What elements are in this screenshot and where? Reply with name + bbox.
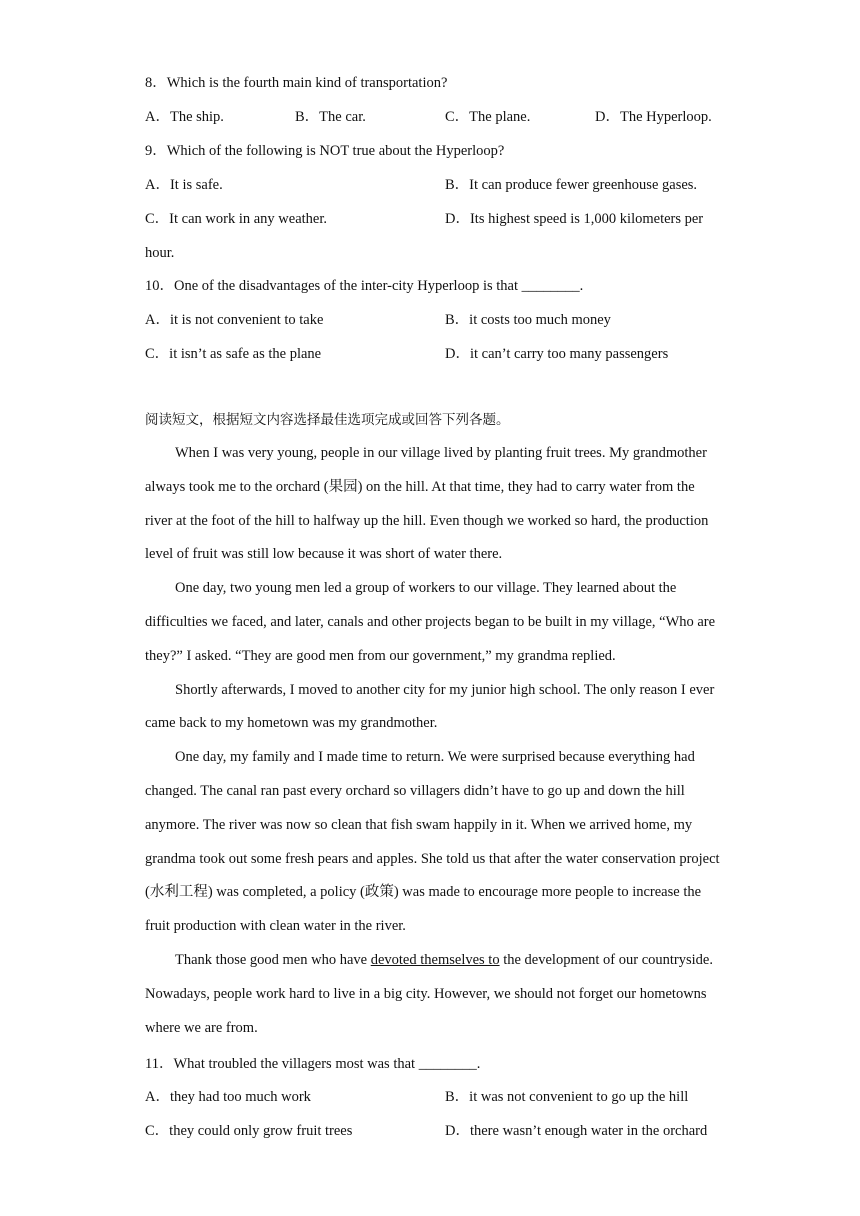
- question-9-option-c: C．It can work in any weather.: [145, 211, 328, 227]
- passage-paragraph-3: Shortly afterwards, I moved to another city for my junior high school. The only reason I ever came back to my hometown was my grandmother.: [145, 681, 715, 732]
- passage-paragraph-4: One day, my family and I made time to return. We were surprised because everything had changed. The canal ran past every orchard so villagers didn’t have to go up and down the hill anymore. The river was now so clean that fish swam happily in it. When we arrived home, my grandma took out some fresh pears and apples. She told us that after the water conservation project (水利工程) was completed, a policy (政策) was made to encourage more people to increase the fruit production with clean water in the river.: [145, 749, 720, 935]
- question-11-option-d: D．there wasn’t enough water in the orchard: [445, 1123, 708, 1139]
- passage-paragraph-2: One day, two young men led a group of workers to our village. They learned about the difficulties we faced, and later, canals and other projects began to be built in my village, “Who are they?” I asked. “They are good men from our government,” my grandma replied.: [145, 580, 716, 664]
- question-10-option-c: C．it isn’t as safe as the plane: [145, 346, 322, 362]
- question-9-option-b: B．It can produce fewer greenhouse gases.: [445, 177, 698, 193]
- question-9-option-d: D．Its highest speed is 1,000 kilometers per: [445, 211, 704, 227]
- question-8-option-a: A．The ship.: [145, 109, 224, 125]
- passage-paragraph-5-start: Thank those good men who have: [175, 951, 371, 968]
- question-11-option-c: C．they could only grow fruit trees: [145, 1123, 353, 1139]
- question-9-option-d-continuation: hour.: [145, 245, 175, 261]
- passage-paragraph-5: [145, 944, 725, 1045]
- question-8-option-d: D．The Hyperloop.: [595, 109, 712, 125]
- reading-instruction: 阅读短文，根据短文内容选择最佳选项完成或回答下列各题。: [145, 412, 510, 428]
- question-9-stem: 9．Which of the following is NOT true about the Hyperloop?: [145, 143, 505, 159]
- passage-paragraph-5-end: the development of our countryside. Nowadays, people work hard to live in a big city. However, we should not forget our hometowns where we are from.: [145, 951, 713, 1036]
- question-8-stem: 8．Which is the fourth main kind of transportation?: [145, 75, 448, 91]
- question-8-option-b: B．The car.: [295, 109, 366, 125]
- question-11-stem: 11．What troubled the villagers most was that ________.: [145, 1056, 481, 1072]
- question-9-option-a: A．It is safe.: [145, 177, 223, 193]
- question-10-option-b: B．it costs too much money: [445, 312, 611, 328]
- question-10-option-d: D．it can’t carry too many passengers: [445, 346, 669, 362]
- question-11-option-a: A．they had too much work: [145, 1089, 311, 1105]
- question-10-option-a: A．it is not convenient to take: [145, 312, 324, 328]
- passage-paragraph-1: When I was very young, people in our village lived by planting fruit trees. My grandmother always took me to the orchard (果园) on the hill. At that time, they had to carry water from the river at the foot of the hill to halfway up the hill. Even though we worked so hard, the production level of fruit was still low because it was short of water there.: [145, 445, 709, 563]
- question-8-option-c: C．The plane.: [445, 109, 531, 125]
- question-11-option-b: B．it was not convenient to go up the hill: [445, 1089, 689, 1105]
- reading-passage: [145, 437, 725, 1045]
- underlined-phrase: devoted themselves to: [370, 951, 500, 968]
- question-10-stem: 10．One of the disadvantages of the inter-city Hyperloop is that ________.: [145, 278, 584, 294]
